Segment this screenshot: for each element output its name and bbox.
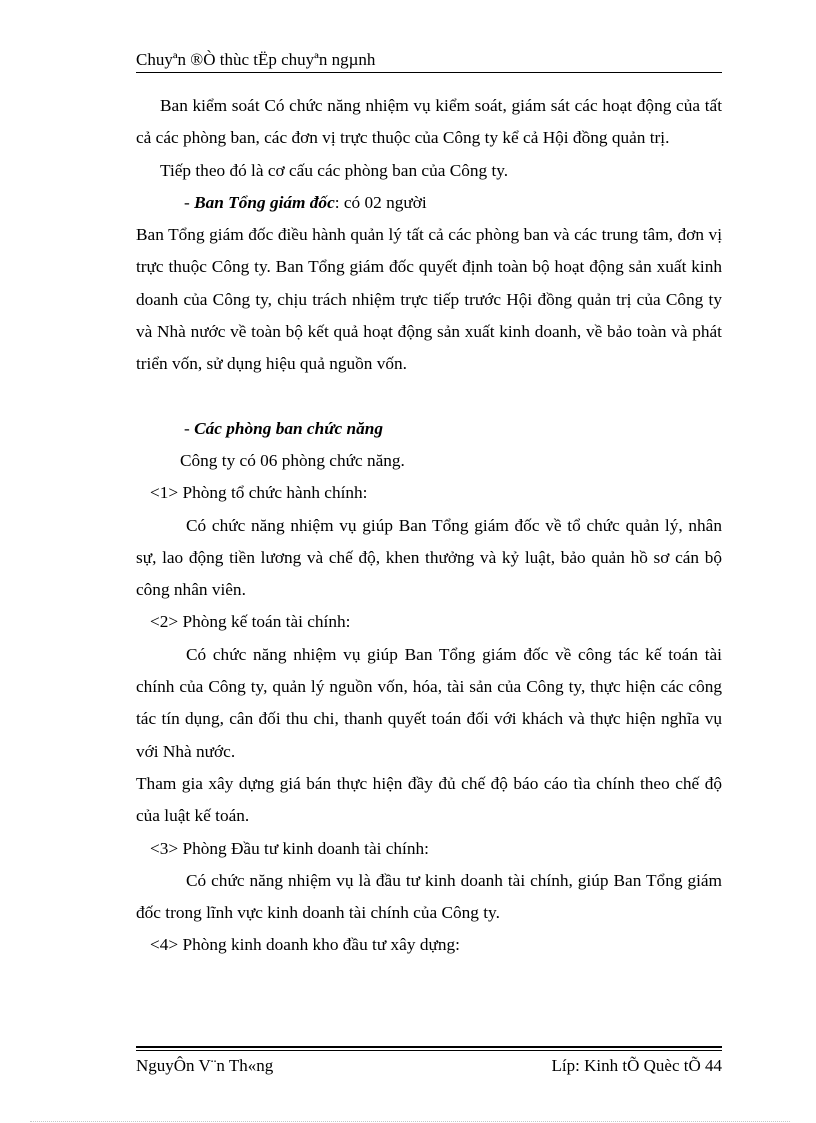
spacer	[136, 381, 722, 413]
paragraph-supervisory-board: Ban kiểm soát Có chức năng nhiệm vụ kiểm soát, giám sát các hoạt động của tất cả các phòng ban, các đơn vị trực thuộc của Công ty kể cả Hội đồng quản trị.	[136, 96, 722, 148]
footer-rule	[136, 1046, 722, 1048]
heading-general-director	[136, 187, 722, 219]
heading-functional-departments	[136, 413, 722, 445]
paragraph-accounting-dept: Có chức năng nhiệm vụ giúp Ban Tổng giám đốc về công tác kế toán tài chính của Công ty, quản lý nguồn vốn, hóa, tài sản của Công ty, thực hiện các công tác tín dụng, cân đối thu chi, thanh quyết toán đối với khách và thực hiện nghĩa vụ với Nhà nước.	[136, 644, 722, 761]
paragraph-investment-dept: Có chức năng nhiệm vụ là đầu tư kinh doanh tài chính, giúp Ban Tổng giám đốc trong lĩnh vực kinh doanh tài chính của Công ty.	[136, 870, 722, 923]
document-body	[136, 90, 722, 962]
paragraph-general-director: Ban Tổng giám đốc điều hành quản lý tất cả các phòng ban và các trung tâm, đơn vị trực thuộc Công ty. Ban Tổng giám đốc quyết định toàn bộ hoạt động sản xuất kinh doanh của Công ty, chịu trách nhiệm trực tiếp trước Hội đồng quản trị của Công ty và Nhà nước về toàn bộ kết quả hoạt động sản xuất kinh doanh, về bảo toàn và phát triển vốn, sử dụng hiệu quả nguồn vốn.	[136, 225, 722, 374]
heading-functional-departments-title: Các phòng ban chức năng	[194, 418, 384, 438]
heading-dash: -	[184, 192, 195, 212]
list-item-accounting-dept: <2> Phòng kế toán tài chính:	[150, 612, 351, 632]
heading-general-director-title: Ban Tổng giám đốc	[194, 192, 335, 212]
list-item-admin-dept: <1> Phòng tổ chức hành chính:	[150, 483, 368, 503]
header-rule	[136, 72, 722, 73]
paragraph-department-count: Công ty có 06 phòng chức năng.	[180, 450, 405, 470]
footer-class: Líp: Kinh tÕ Quèc tÕ 44	[551, 1056, 722, 1075]
heading-general-director-count: : có 02 người	[334, 192, 427, 212]
heading-dash: -	[184, 418, 195, 438]
paragraph-pricing: Tham gia xây dựng giá bán thực hiện đầy đủ chế độ báo cáo tìa chính theo chế độ của luật kế toán.	[136, 773, 722, 826]
paragraph-intro-structure: Tiếp theo đó là cơ cấu các phòng ban của Công ty.	[160, 160, 509, 180]
page-header: Chuyªn ®Ò thùc tËp chuyªn ngµnh	[136, 50, 376, 69]
list-item-construction-dept: <4> Phòng kinh doanh kho đầu tư xây dựng:	[150, 935, 460, 955]
paragraph-admin-dept: Có chức năng nhiệm vụ giúp Ban Tổng giám đốc về tổ chức quản lý, nhân sự, lao động tiền lương và chế độ, khen thưởng và kỷ luật, bảo quản hồ sơ cán bộ công nhân viên.	[136, 515, 722, 600]
footer-author: NguyÔn V¨n Th«ng	[136, 1056, 274, 1075]
footer-rule-thin	[136, 1050, 722, 1051]
page-edge-dotted-line	[30, 1121, 790, 1122]
list-item-investment-dept: <3> Phòng Đầu tư kinh doanh tài chính:	[150, 838, 429, 858]
